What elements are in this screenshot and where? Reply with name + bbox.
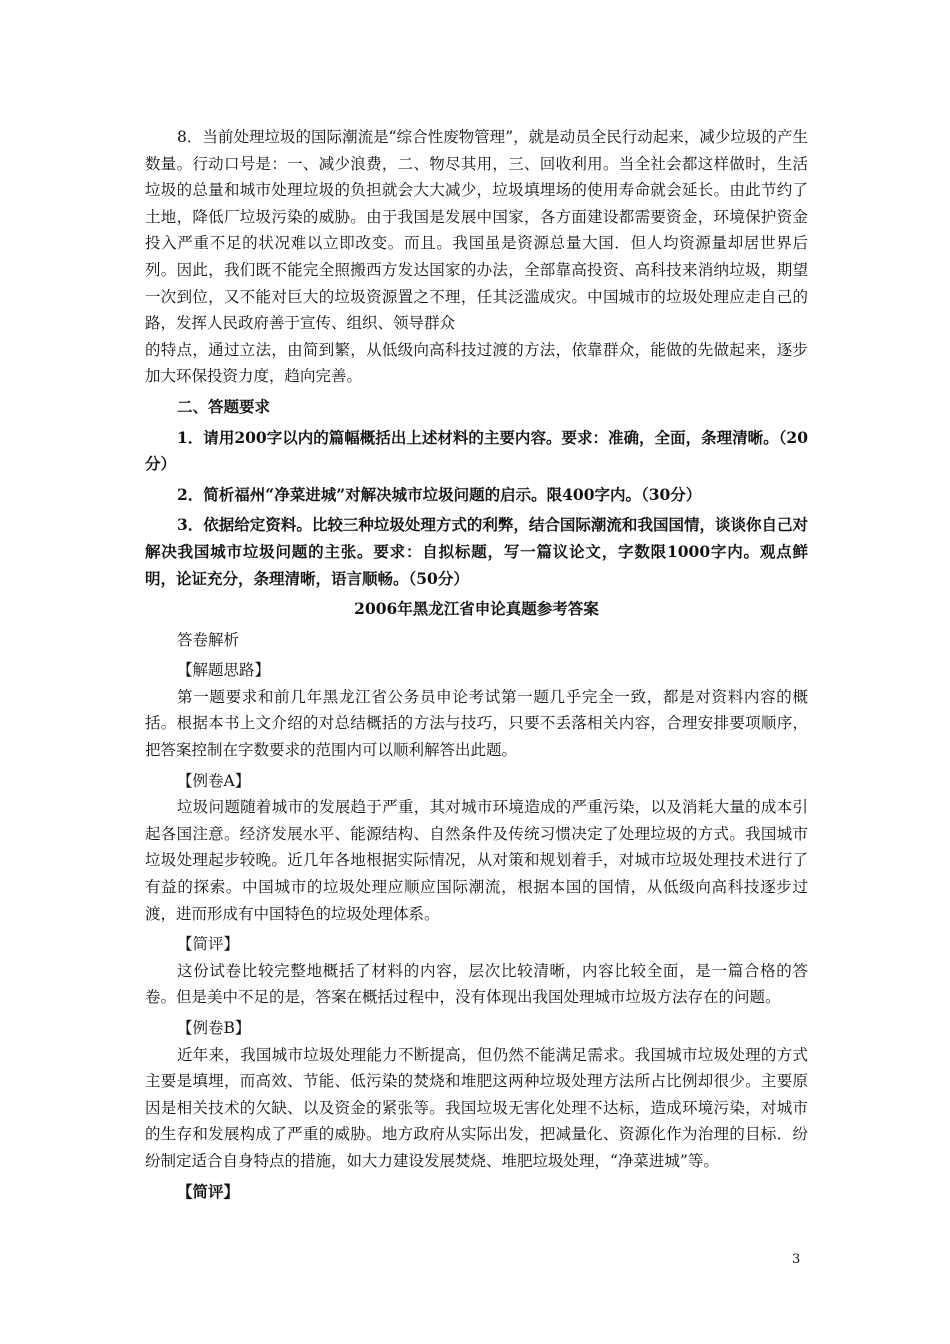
question-2: 2．简析福州“净菜进城”对解决城市垃圾问题的启示。限400字内。（30分）: [177, 484, 702, 504]
sample-b-label: 【例卷B】: [177, 1019, 251, 1037]
page-number: 3: [792, 1252, 801, 1267]
question-3: 3．依据给定资料。比较三种垃圾处理方式的利弊，结合国际潮流和我国国情，谈谈你自己对解决我国城市垃圾问题的主张。要求：自拟标题，写一篇议论文，字数限1000字内。观点鲜明，论证充分，条理清晰，语言顺畅。（50分）: [145, 515, 808, 588]
answers-title: 2006年黑龙江省申论真题参考答案: [354, 599, 599, 619]
approach-text: 第一题要求和前几年黑龙江省公务员申论考试第一题几乎完全一致，都是对资料内容的概括。根据本书上文介绍的对总结概括的方法与技巧，只要不丢落相关内容，合理安排要项顺序，把答案控制在字数要求的范围内可以顺利解答出此题。: [145, 687, 808, 760]
material-paragraph-8-continued: 的特点，通过立法，由简到繁，从低级向高科技过渡的方法，依靠群众，能做的先做起来，逐步加大环保投资力度，趋向完善。: [145, 340, 808, 386]
material-paragraph-8: 8．当前处理垃圾的国际潮流是“综合性废物管理”，就是动员全民行动起来，减少垃圾的产生数量。行动口号是：一、减少浪费，二、物尽其用，三、回收利用。当全社会都这样做时，生活垃圾的总量和城市处理垃圾的负担就会大大减少，垃圾填埋场的使用寿命就会延长。由此节约了土地，降低厂垃圾污染的威胁。由于我国是发展中国家，各方面建设都需要资金，环境保护资金投入严重不足的状况难以立即改变。而且。我国虽是资源总量大国．但人均资源量却居世界后列。因此，我们既不能完全照搬西方发达国家的办法，全部靠高投资、高科技来消纳垃圾，期望一次到位，又不能对巨大的垃圾资源置之不理，任其泛滥成灾。中国城市的垃圾处理应走自己的路，发挥人民政府善于宣传、组织、领导群众: [145, 128, 808, 333]
comment-label-2: 【简评】: [177, 1181, 240, 1201]
requirements-heading: 二、答题要求: [177, 396, 271, 416]
comment-text-1: 这份试卷比较完整地概括了材料的内容，层次比较清晰，内容比较全面，是一篇合格的答卷。但是美中不足的是，答案在概括过程中，没有体现出我国处理城市垃圾方法存在的问题。: [145, 961, 808, 1007]
sample-b-text: 近年来，我国城市垃圾处理能力不断提高，但仍然不能满足需求。我国城市垃圾处理的方式主要是填埋，而高效、节能、低污染的焚烧和堆肥这两种垃圾处理方法所占比例却很少。主要原因是相关技术的欠缺、以及资金的紧张等。我国垃圾无害化处理不达标，造成环境污染，对城市的生存和发展构成了严重的威胁。地方政府从实际出发，把减量化、资源化作为治理的目标．纷纷制定适合自身特点的措施，如大力建设发展焚烧、堆肥垃圾处理，“净菜进城”等。: [145, 1045, 808, 1170]
sample-a-label: 【例卷A】: [177, 771, 251, 790]
document-page: [145, 124, 808, 1205]
approach-label: 【解题思路】: [177, 661, 271, 680]
analysis-label: 答卷解析: [177, 630, 240, 649]
sample-a-text: 垃圾问题随着城市的发展趋于严重，其对城市环境造成的严重污染，以及消耗大量的成本引起各国注意。经济发展水平、能源结构、自然条件及传统习惯决定了处理垃圾的方式。我国城市垃圾处理起步较晚。近几年各地根据实际情况，从对策和规划着手，对城市垃圾处理技术进行了有益的探索。中国城市的垃圾处理应顺应国际潮流，根据本国的国情，从低级向高科技逐步过渡，进而形成有中国特色的垃圾处理体系。: [145, 798, 808, 923]
question-1: 1．请用200字以内的篇幅概括出上述材料的主要内容。要求：准确，全面，条理清晰。（20分）: [145, 427, 808, 474]
comment-label-1: 【简评】: [177, 935, 240, 954]
